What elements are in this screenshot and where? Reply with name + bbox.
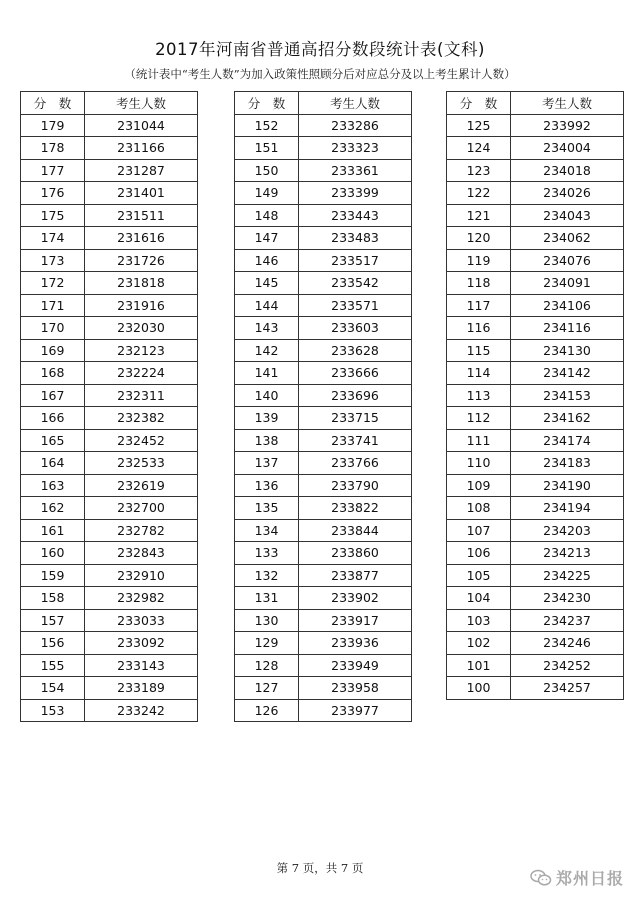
table-row [21, 384, 198, 407]
table-row [235, 564, 412, 587]
table-row [447, 317, 624, 340]
table-row [447, 137, 624, 160]
score-cell: 133 [235, 542, 299, 565]
score-cell: 151 [235, 137, 299, 160]
count-cell: 233143 [85, 654, 198, 677]
count-cell: 234076 [511, 249, 624, 272]
score-cell: 104 [447, 587, 511, 610]
count-cell: 233666 [299, 362, 412, 385]
score-cell: 152 [235, 114, 299, 137]
table-row [21, 294, 198, 317]
score-cell: 145 [235, 272, 299, 295]
table-row [21, 677, 198, 700]
table-row [447, 114, 624, 137]
score-cell: 103 [447, 609, 511, 632]
count-cell: 233242 [85, 699, 198, 722]
count-cell: 233443 [299, 204, 412, 227]
table-row [21, 249, 198, 272]
count-cell: 232311 [85, 384, 198, 407]
score-cell: 173 [21, 249, 85, 272]
table-row [447, 497, 624, 520]
score-cell: 117 [447, 294, 511, 317]
score-cell: 122 [447, 182, 511, 205]
score-cell: 126 [235, 699, 299, 722]
count-cell: 233902 [299, 587, 412, 610]
count-cell: 233092 [85, 632, 198, 655]
count-cell: 231726 [85, 249, 198, 272]
count-cell: 232382 [85, 407, 198, 430]
score-cell: 179 [21, 114, 85, 137]
score-cell: 100 [447, 677, 511, 700]
count-header: 考生人数 [299, 92, 412, 115]
count-cell: 234183 [511, 452, 624, 475]
table-row [447, 362, 624, 385]
score-cell: 102 [447, 632, 511, 655]
score-cell: 169 [21, 339, 85, 362]
table-row [235, 294, 412, 317]
count-cell: 231616 [85, 227, 198, 250]
count-cell: 233696 [299, 384, 412, 407]
table-row [21, 542, 198, 565]
table-row [21, 429, 198, 452]
score-cell: 168 [21, 362, 85, 385]
score-cell: 123 [447, 159, 511, 182]
count-header: 考生人数 [85, 92, 198, 115]
score-cell: 113 [447, 384, 511, 407]
score-cell: 120 [447, 227, 511, 250]
table-row [235, 384, 412, 407]
count-cell: 233860 [299, 542, 412, 565]
table-row [21, 407, 198, 430]
score-cell: 162 [21, 497, 85, 520]
table-row [21, 204, 198, 227]
count-cell: 232224 [85, 362, 198, 385]
score-cell: 147 [235, 227, 299, 250]
table-header-row [235, 92, 412, 115]
count-cell: 234257 [511, 677, 624, 700]
score-header: 分 数 [235, 92, 299, 115]
score-cell: 164 [21, 452, 85, 475]
score-cell: 137 [235, 452, 299, 475]
table-row [235, 542, 412, 565]
count-cell: 233822 [299, 497, 412, 520]
count-cell: 234162 [511, 407, 624, 430]
score-cell: 172 [21, 272, 85, 295]
count-cell: 232782 [85, 519, 198, 542]
count-cell: 233483 [299, 227, 412, 250]
score-cell: 178 [21, 137, 85, 160]
table-row [235, 452, 412, 475]
table-row [235, 609, 412, 632]
table-row [447, 654, 624, 677]
score-table-3 [446, 91, 624, 700]
count-cell: 234130 [511, 339, 624, 362]
score-cell: 177 [21, 159, 85, 182]
count-cell: 233977 [299, 699, 412, 722]
count-cell: 233399 [299, 182, 412, 205]
watermark [530, 866, 624, 889]
table-header-row [21, 92, 198, 115]
count-cell: 233033 [85, 609, 198, 632]
count-cell: 233361 [299, 159, 412, 182]
count-cell: 233766 [299, 452, 412, 475]
count-cell: 234153 [511, 384, 624, 407]
score-cell: 127 [235, 677, 299, 700]
table-row [447, 384, 624, 407]
table-row [235, 519, 412, 542]
count-cell: 234190 [511, 474, 624, 497]
score-header: 分 数 [21, 92, 85, 115]
table-row [447, 429, 624, 452]
score-cell: 149 [235, 182, 299, 205]
count-cell: 234246 [511, 632, 624, 655]
score-cell: 119 [447, 249, 511, 272]
table-row [21, 182, 198, 205]
table-row [21, 317, 198, 340]
count-header: 考生人数 [511, 92, 624, 115]
table-row [21, 654, 198, 677]
count-cell: 232533 [85, 452, 198, 475]
count-cell: 233844 [299, 519, 412, 542]
count-cell: 234142 [511, 362, 624, 385]
score-cell: 144 [235, 294, 299, 317]
count-cell: 232910 [85, 564, 198, 587]
table-row [235, 429, 412, 452]
count-cell: 231166 [85, 137, 198, 160]
score-cell: 131 [235, 587, 299, 610]
score-cell: 175 [21, 204, 85, 227]
table-row [447, 587, 624, 610]
count-cell: 233917 [299, 609, 412, 632]
score-cell: 134 [235, 519, 299, 542]
score-cell: 107 [447, 519, 511, 542]
score-cell: 150 [235, 159, 299, 182]
score-cell: 130 [235, 609, 299, 632]
score-cell: 109 [447, 474, 511, 497]
table-row [447, 632, 624, 655]
count-cell: 233949 [299, 654, 412, 677]
table-row [235, 227, 412, 250]
score-cell: 143 [235, 317, 299, 340]
table-row [447, 249, 624, 272]
wechat-icon [530, 869, 552, 887]
count-cell: 233628 [299, 339, 412, 362]
count-cell: 232619 [85, 474, 198, 497]
table-row [235, 587, 412, 610]
score-table-2 [234, 91, 412, 722]
score-cell: 160 [21, 542, 85, 565]
table-row [235, 677, 412, 700]
table-row [21, 114, 198, 137]
count-cell: 233571 [299, 294, 412, 317]
count-cell: 233992 [511, 114, 624, 137]
table-row [21, 699, 198, 722]
table-row [21, 227, 198, 250]
score-cell: 166 [21, 407, 85, 430]
score-cell: 161 [21, 519, 85, 542]
table-row [235, 339, 412, 362]
table-row [235, 699, 412, 722]
count-cell: 233189 [85, 677, 198, 700]
table-row [21, 564, 198, 587]
score-cell: 125 [447, 114, 511, 137]
count-cell: 234203 [511, 519, 624, 542]
score-cell: 114 [447, 362, 511, 385]
count-cell: 234174 [511, 429, 624, 452]
table-row [447, 204, 624, 227]
count-cell: 232843 [85, 542, 198, 565]
table-row [235, 249, 412, 272]
count-cell: 234194 [511, 497, 624, 520]
table-row [21, 587, 198, 610]
table-row [235, 474, 412, 497]
score-cell: 124 [447, 137, 511, 160]
count-cell: 233877 [299, 564, 412, 587]
count-cell: 233790 [299, 474, 412, 497]
count-cell: 234252 [511, 654, 624, 677]
table-row [21, 159, 198, 182]
count-cell: 234106 [511, 294, 624, 317]
score-cell: 171 [21, 294, 85, 317]
count-cell: 234225 [511, 564, 624, 587]
score-cell: 153 [21, 699, 85, 722]
count-cell: 233517 [299, 249, 412, 272]
table-row [447, 272, 624, 295]
count-cell: 234062 [511, 227, 624, 250]
score-cell: 158 [21, 587, 85, 610]
score-cell: 154 [21, 677, 85, 700]
score-cell: 170 [21, 317, 85, 340]
watermark-text: 郑州日报 [556, 869, 625, 888]
count-cell: 232030 [85, 317, 198, 340]
score-cell: 115 [447, 339, 511, 362]
table-row [447, 159, 624, 182]
score-cell: 141 [235, 362, 299, 385]
table-row [235, 317, 412, 340]
table-row [235, 407, 412, 430]
count-cell: 231401 [85, 182, 198, 205]
count-cell: 232123 [85, 339, 198, 362]
table-row [235, 654, 412, 677]
table-header-row [447, 92, 624, 115]
count-cell: 233741 [299, 429, 412, 452]
count-cell: 231511 [85, 204, 198, 227]
score-cell: 165 [21, 429, 85, 452]
table-row [235, 137, 412, 160]
page-title: 2017年河南省普通高招分数段统计表(文科) [155, 40, 485, 59]
table-row [21, 497, 198, 520]
page-subtitle: （统计表中“考生人数”为加入政策性照顾分后对应总分及以上考生累计人数） [124, 67, 516, 81]
count-cell: 234043 [511, 204, 624, 227]
page-footer: 第 7 页，共 7 页 [276, 861, 364, 875]
score-cell: 174 [21, 227, 85, 250]
count-cell: 232452 [85, 429, 198, 452]
table-row [447, 519, 624, 542]
table-row [235, 159, 412, 182]
table-row [447, 474, 624, 497]
score-cell: 118 [447, 272, 511, 295]
table-row [447, 564, 624, 587]
table-row [235, 272, 412, 295]
score-cell: 156 [21, 632, 85, 655]
count-cell: 234116 [511, 317, 624, 340]
count-cell: 233958 [299, 677, 412, 700]
score-cell: 167 [21, 384, 85, 407]
score-cell: 146 [235, 249, 299, 272]
table-row [447, 227, 624, 250]
table-row [21, 339, 198, 362]
score-cell: 135 [235, 497, 299, 520]
score-cell: 129 [235, 632, 299, 655]
table-row [447, 542, 624, 565]
score-cell: 136 [235, 474, 299, 497]
table-row [235, 114, 412, 137]
score-cell: 155 [21, 654, 85, 677]
count-cell: 233323 [299, 137, 412, 160]
score-cell: 111 [447, 429, 511, 452]
score-cell: 163 [21, 474, 85, 497]
count-cell: 234026 [511, 182, 624, 205]
count-cell: 233286 [299, 114, 412, 137]
table-row [21, 632, 198, 655]
table-row [447, 609, 624, 632]
count-cell: 231818 [85, 272, 198, 295]
table-row [447, 452, 624, 475]
count-cell: 233715 [299, 407, 412, 430]
table-row [235, 632, 412, 655]
score-cell: 159 [21, 564, 85, 587]
score-table-1 [20, 91, 198, 722]
count-cell: 233936 [299, 632, 412, 655]
table-row [447, 407, 624, 430]
table-row [447, 182, 624, 205]
score-cell: 106 [447, 542, 511, 565]
score-cell: 176 [21, 182, 85, 205]
table-row [447, 339, 624, 362]
score-cell: 157 [21, 609, 85, 632]
table-row [235, 204, 412, 227]
score-cell: 116 [447, 317, 511, 340]
score-cell: 140 [235, 384, 299, 407]
count-cell: 232700 [85, 497, 198, 520]
score-cell: 121 [447, 204, 511, 227]
count-cell: 233603 [299, 317, 412, 340]
count-cell: 233542 [299, 272, 412, 295]
table-row [21, 452, 198, 475]
count-cell: 234004 [511, 137, 624, 160]
count-cell: 234230 [511, 587, 624, 610]
score-cell: 128 [235, 654, 299, 677]
count-cell: 234018 [511, 159, 624, 182]
table-row [235, 182, 412, 205]
count-cell: 234091 [511, 272, 624, 295]
table-row [447, 677, 624, 700]
table-row [21, 609, 198, 632]
count-cell: 234237 [511, 609, 624, 632]
count-cell: 231287 [85, 159, 198, 182]
score-cell: 138 [235, 429, 299, 452]
score-cell: 139 [235, 407, 299, 430]
score-header: 分 数 [447, 92, 511, 115]
table-row [235, 362, 412, 385]
score-cell: 105 [447, 564, 511, 587]
count-cell: 231916 [85, 294, 198, 317]
count-cell: 234213 [511, 542, 624, 565]
score-cell: 148 [235, 204, 299, 227]
score-cell: 112 [447, 407, 511, 430]
score-cell: 110 [447, 452, 511, 475]
score-cell: 108 [447, 497, 511, 520]
score-cell: 142 [235, 339, 299, 362]
table-row [21, 474, 198, 497]
score-cell: 132 [235, 564, 299, 587]
table-row [235, 497, 412, 520]
table-row [447, 294, 624, 317]
count-cell: 231044 [85, 114, 198, 137]
score-cell: 101 [447, 654, 511, 677]
count-cell: 232982 [85, 587, 198, 610]
table-row [21, 272, 198, 295]
table-row [21, 137, 198, 160]
table-row [21, 519, 198, 542]
table-row [21, 362, 198, 385]
